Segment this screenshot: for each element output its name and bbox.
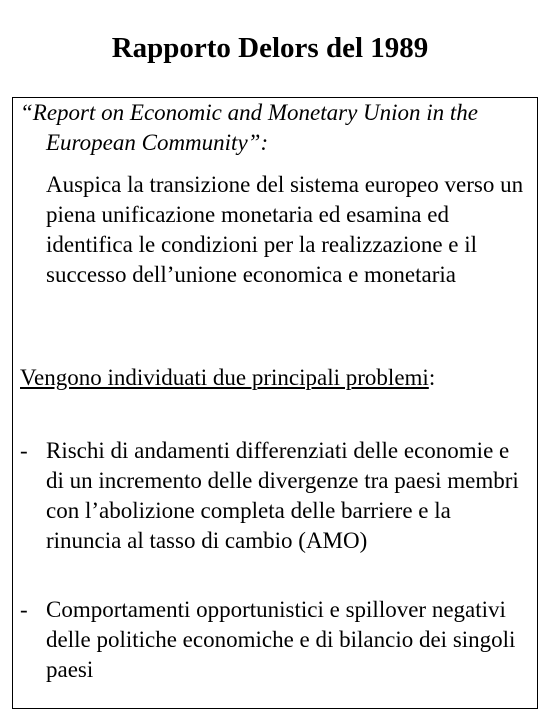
slide-title: Rapporto Delors del 1989 bbox=[111, 32, 429, 64]
problems-heading-text: Vengono individuati due principali problemi bbox=[20, 365, 429, 390]
problem-text: Comportamenti opportunistici e spillover negativi delle politiche economiche e di bilancio dei singoli paesi bbox=[46, 597, 516, 682]
problem-item bbox=[20, 595, 530, 685]
problem-text: Rischi di andamenti differenziati delle economie e di un incremento delle divergenze tra paesi membri con l’abolizione completa delle barriere e la rinuncia al tasso di cambio (AMO) bbox=[46, 438, 519, 553]
bullet-dash: - bbox=[20, 597, 28, 622]
problems-heading bbox=[20, 363, 530, 393]
bullet-dash: - bbox=[20, 438, 28, 463]
problems-heading-colon: : bbox=[428, 365, 436, 390]
report-summary: Auspica la transizione del sistema europeo verso un piena unificazione monetaria ed esamina ed identifica le condizioni per la realizzazione e il successo dell’unione economica e monetaria bbox=[46, 172, 524, 287]
problem-item bbox=[20, 436, 530, 556]
report-title: “Report on Economic and Monetary Union in the European Community”: bbox=[20, 100, 479, 155]
content-box bbox=[12, 97, 538, 709]
